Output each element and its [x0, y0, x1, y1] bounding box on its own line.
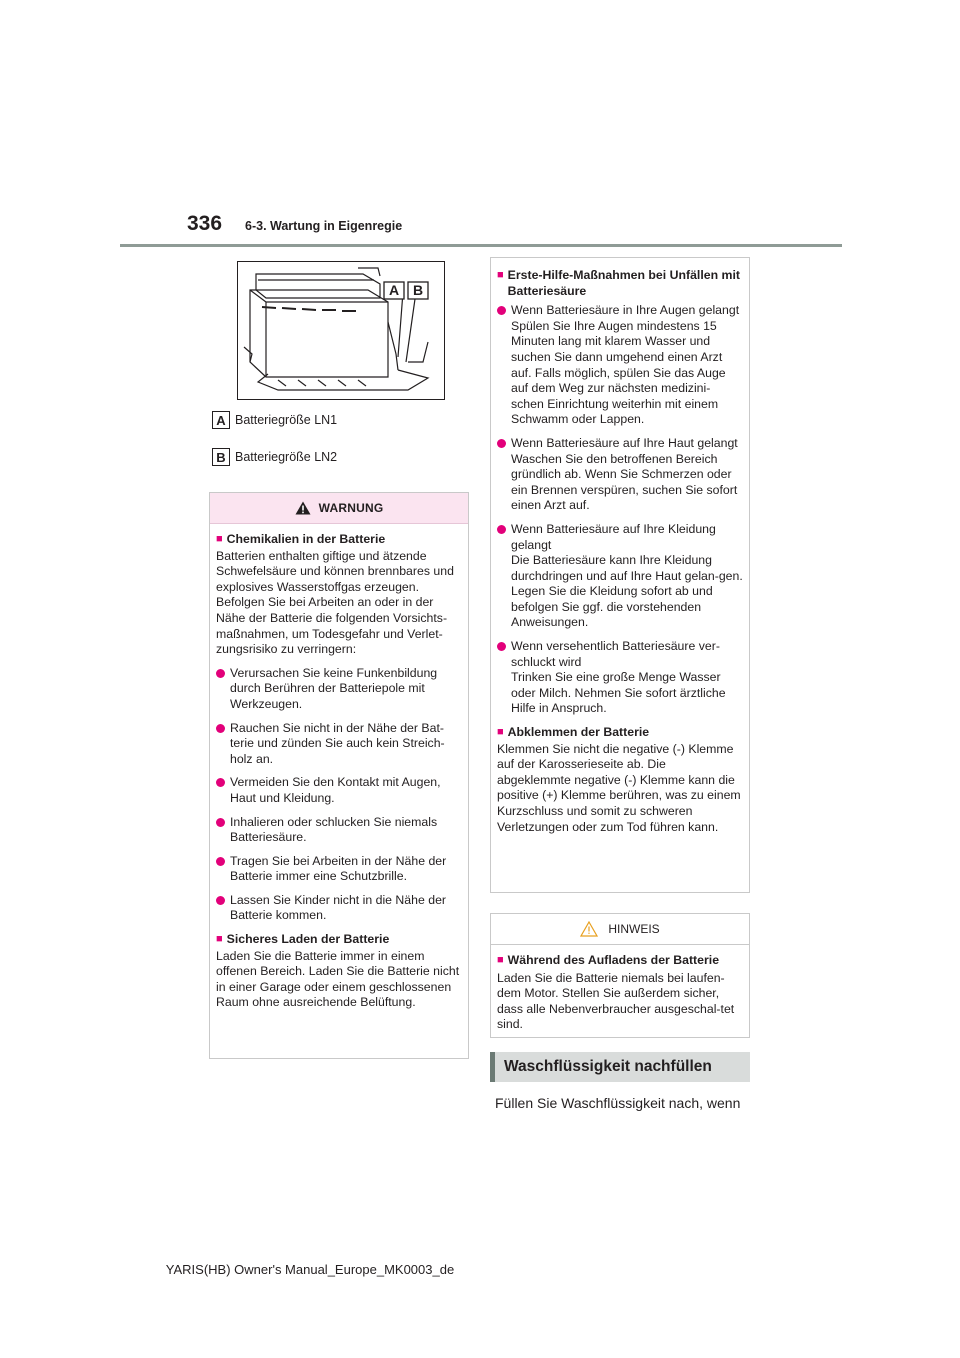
warning-bullet: Inhalieren oder schlucken Sie niemals Batteriesäure.: [216, 815, 462, 846]
disconnect-heading: ■ Abklemmen der Batterie: [497, 725, 650, 740]
battery-drawing: [238, 262, 444, 399]
hint-title: HINWEIS: [608, 922, 660, 936]
warning-bullet: Rauchen Sie nicht in der Nähe der Bat-terie und zünden Sie auch kein Streich-holz an.: [216, 721, 462, 768]
bullet-dot-icon: [497, 439, 506, 448]
first-aid-bullet: Wenn versehentlich Batteriesäure ver-schluckt wird Trinken Sie eine große Menge Wasser oder Milch. Nehmen Sie sofort ärztliche Hilfe in Anspruch.: [497, 639, 743, 717]
square-bullet-icon: ■: [497, 954, 504, 966]
chemicals-text: Batterien enthalten giftige und ätzende Schwefelsäure und können brennbares und explosives Wasserstoffgas erzeugen. Befolgen Sie bei Arbeiten an oder in der Nähe der Batterie die folgenden Vorsichts-maßnahmen, um Todesgefahr und Verlet-zungsrisiko zu verringern:: [216, 548, 454, 657]
bullet-dot-icon: [216, 669, 225, 678]
warning-bullet: Lassen Sie Kinder nicht in die Nähe der Batterie kommen.: [216, 893, 462, 924]
disconnect-text: Klemmen Sie nicht die negative (-) Klemme auf der Karosserieseite ab. Die abgeklemmte negative (-) Klemme kann die positive (+) Klemme berühren, was zu einem Kurzschluss und somit zu schweren Verletzungen oder zum Tod führen kann.: [497, 741, 741, 834]
bullet-dot-icon: [216, 778, 225, 787]
washer-fluid-banner: [490, 1052, 750, 1082]
bullet-dot-icon: [216, 896, 225, 905]
first-aid-bullet: Wenn Batteriesäure auf Ihre Haut gelangt Waschen Sie den betroffenen Bereich gründlich ab. Wenn Sie Schmerzen oder ein Brennen verspüren, suchen Sie sofort einen Arzt auf.: [497, 436, 743, 514]
legend-label-b: Batteriegröße LN2: [235, 450, 338, 464]
battery-illustration: [237, 261, 445, 400]
first-aid-box: [490, 257, 750, 893]
warning-bullet: Verursachen Sie keine Funkenbildung durch Berühren der Batteriepole mit Werkzeugen.: [216, 666, 462, 713]
footer: YARIS(HB) Owner's Manual_Europe_MK0003_de: [165, 1262, 455, 1277]
hint-header: [491, 914, 749, 945]
washer-fluid-text: Füllen Sie Waschflüssigkeit nach, wenn: [495, 1095, 741, 1111]
warning-triangle-icon: [295, 501, 311, 515]
page-number: 336: [187, 212, 223, 235]
warning-bullet: Tragen Sie bei Arbeiten in der Nähe der Batterie immer eine Schutzbrille.: [216, 854, 462, 885]
legend-label-a: Batteriegröße LN1: [235, 413, 338, 427]
banner-accent-bar: [490, 1052, 495, 1082]
hint-text: Laden Sie die Batterie niemals bei laufen-dem Motor. Stellen Sie außerdem sicher, dass alle Nebenverbraucher ausgeschal-tet sind.: [497, 970, 735, 1032]
warning-header: [210, 493, 468, 524]
square-bullet-icon: ■: [216, 533, 223, 545]
charging-text: Laden Sie die Batterie immer in einem offenen Bereich. Laden Sie die Batterie nicht in einer Garage oder einem geschlossenen Raum ohne ausreichende Belüftung.: [216, 948, 460, 1010]
first-aid-bullet: Wenn Batteriesäure auf Ihre Kleidung gelangt Die Batteriesäure kann Ihre Kleidung durchdringen und auf Ihre Haut gelan-gen. Legen Sie die Kleidung sofort ab und befolgen Sie ggf. die vorstehenden Anweisungen.: [497, 522, 743, 631]
square-bullet-icon: ■: [216, 933, 223, 946]
square-bullet-icon: ■: [497, 269, 504, 281]
callout-b-letter: B: [412, 282, 424, 298]
bullet-dot-icon: [497, 525, 506, 534]
square-bullet-icon: ■: [497, 726, 504, 739]
legend-key-a: A: [212, 411, 230, 429]
section-title: 6-3. Wartung in Eigenregie: [245, 219, 403, 233]
bullet-dot-icon: [216, 818, 225, 827]
warning-bullet: Vermeiden Sie den Kontakt mit Augen, Haut und Kleidung.: [216, 775, 462, 806]
first-aid-heading: ■ Erste-Hilfe-Maßnahmen bei Unfällen mit Batteriesäure: [497, 268, 740, 298]
bullet-dot-icon: [497, 306, 506, 315]
bullet-dot-icon: [216, 857, 225, 866]
warning-box: [209, 492, 469, 1059]
caution-triangle-icon: [580, 921, 598, 937]
legend-item-b: [212, 448, 337, 466]
legend-item-a: [212, 411, 337, 429]
header-rule: [120, 244, 842, 247]
bullet-dot-icon: [216, 724, 225, 733]
first-aid-bullet: Wenn Batteriesäure in Ihre Augen gelangt Spülen Sie Ihre Augen mindestens 15 Minuten lang mit klarem Wasser und suchen Sie dann umgehend einen Arzt auf. Falls möglich, spülen Sie das Auge auf dem Weg zur nächsten medizini-schen Einrichtung weiterhin mit einem Schwamm oder Lappen.: [497, 303, 743, 428]
charging-heading: ■ Sicheres Laden der Batterie: [216, 932, 390, 947]
bullet-dot-icon: [497, 642, 506, 651]
washer-fluid-title: Waschflüssigkeit nachfüllen: [504, 1058, 712, 1075]
warning-title: WARNUNG: [318, 501, 384, 515]
legend-key-b: B: [212, 448, 230, 466]
chemicals-heading: ■ Chemikalien in der Batterie: [216, 532, 386, 546]
callout-a-letter: A: [388, 282, 400, 298]
hint-box: [490, 913, 750, 1038]
hint-heading: ■ Während des Aufladens der Batterie: [497, 953, 720, 967]
